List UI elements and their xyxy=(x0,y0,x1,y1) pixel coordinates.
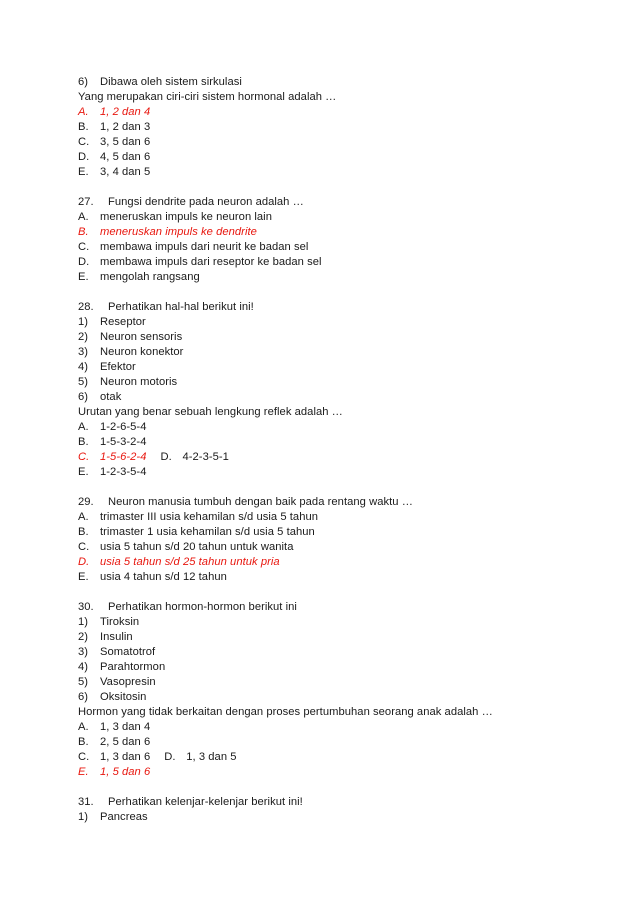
spacer xyxy=(78,585,598,600)
q27-stem xyxy=(78,195,598,210)
q27-option-d: D. membawa impuls dari reseptor ke badan sel xyxy=(78,256,322,268)
question-text: Fungsi dendrite pada neuron adalah … xyxy=(108,196,304,208)
q30-item-1: 1) Tiroksin xyxy=(78,616,140,628)
q30-option-c: C. 1, 3 dan 6 xyxy=(78,751,151,763)
q30-option-d: D. 1, 3 dan 5 xyxy=(164,751,237,763)
q28-option-e: E. 1-2-3-5-4 xyxy=(78,466,147,478)
q30-option-a: A. 1, 3 dan 4 xyxy=(78,721,151,733)
q28-option-b: B. 1-5-3-2-4 xyxy=(78,436,147,448)
q28-option-c-answer: C. 1-5-6-2-4 xyxy=(78,451,147,463)
q31-stem xyxy=(78,795,598,810)
q28-item-4: 4) Efektor xyxy=(78,361,136,373)
q28-item-2: 2) Neuron sensoris xyxy=(78,331,183,343)
question-number: 31. xyxy=(78,796,94,808)
q28-option-c-d-row xyxy=(78,450,598,465)
q27-option-a: A. meneruskan impuls ke neuron lain xyxy=(78,211,272,223)
q28-option-d: D. 4-2-3-5-1 xyxy=(160,451,229,463)
q28-option-a: A. 1-2-6-5-4 xyxy=(78,421,147,433)
q31-item-1: 1) Pancreas xyxy=(78,811,148,823)
q30-option-c-d-row xyxy=(78,750,598,765)
q29-option-d-answer: D. usia 5 tahun s/d 25 tahun untuk pria xyxy=(78,556,280,568)
spacer xyxy=(78,180,598,195)
question-text: Neuron manusia tumbuh dengan baik pada rentang waktu … xyxy=(108,496,413,508)
q30-question: Hormon yang tidak berkaitan dengan proses pertumbuhan seorang anak adalah … xyxy=(78,706,493,718)
question-text: Perhatikan hal-hal berikut ini! xyxy=(108,301,254,313)
q28-stem xyxy=(78,300,598,315)
q29-stem xyxy=(78,495,598,510)
question-number: 29. xyxy=(78,496,94,508)
q27-option-e: E. mengolah rangsang xyxy=(78,271,200,283)
spacer xyxy=(78,480,598,495)
q29-option-e: E. usia 4 tahun s/d 12 tahun xyxy=(78,571,227,583)
question-text: Perhatikan hormon-hormon berikut ini xyxy=(108,601,297,613)
q30-item-4: 4) Parahtormon xyxy=(78,661,166,673)
q28-item-3: 3) Neuron konektor xyxy=(78,346,184,358)
question-number: 28. xyxy=(78,301,94,313)
item-text: Dibawa oleh sistem sirkulasi xyxy=(100,76,242,88)
q6-option-e: E. 3, 4 dan 5 xyxy=(78,166,151,178)
spacer xyxy=(78,780,598,795)
q6-option-c: C. 3, 5 dan 6 xyxy=(78,136,151,148)
q30-item-6: 6) Oksitosin xyxy=(78,691,147,703)
q29-option-b: B. trimaster 1 usia kehamilan s/d usia 5 tahun xyxy=(78,526,315,538)
q6-option-d: D. 4, 5 dan 6 xyxy=(78,151,151,163)
q30-item-2: 2) Insulin xyxy=(78,631,133,643)
q6-option-a-answer: A. 1, 2 dan 4 xyxy=(78,106,151,118)
question-text: Perhatikan kelenjar-kelenjar berikut ini! xyxy=(108,796,303,808)
q30-item-3: 3) Somatotrof xyxy=(78,646,156,658)
q28-item-6: 6) otak xyxy=(78,391,122,403)
spacer xyxy=(78,285,598,300)
q30-option-b: B. 2, 5 dan 6 xyxy=(78,736,151,748)
q27-option-b-answer: B. meneruskan impuls ke dendrite xyxy=(78,226,257,238)
q30-option-e-answer: E. 1, 5 dan 6 xyxy=(78,766,151,778)
q29-option-c: C. usia 5 tahun s/d 20 tahun untuk wanita xyxy=(78,541,294,553)
q28-item-1: 1) Reseptor xyxy=(78,316,146,328)
q6-stem: Yang merupakan ciri-ciri sistem hormonal adalah … xyxy=(78,91,337,103)
q6-option-b: B. 1, 2 dan 3 xyxy=(78,121,151,133)
q28-item-5: 5) Neuron motoris xyxy=(78,376,178,388)
item-number: 6) xyxy=(78,76,89,88)
question-number: 27. xyxy=(78,196,94,208)
q29-option-a: A. trimaster III usia kehamilan s/d usia 5 tahun xyxy=(78,511,319,523)
question-number: 30. xyxy=(78,601,94,613)
q30-item-5: 5) Vasopresin xyxy=(78,676,156,688)
q27-option-c: C. membawa impuls dari neurit ke badan sel xyxy=(78,241,309,253)
q28-question: Urutan yang benar sebuah lengkung reflek adalah … xyxy=(78,406,343,418)
q6-intro-item xyxy=(78,75,598,90)
document-page xyxy=(78,75,598,825)
q30-stem xyxy=(78,600,598,615)
